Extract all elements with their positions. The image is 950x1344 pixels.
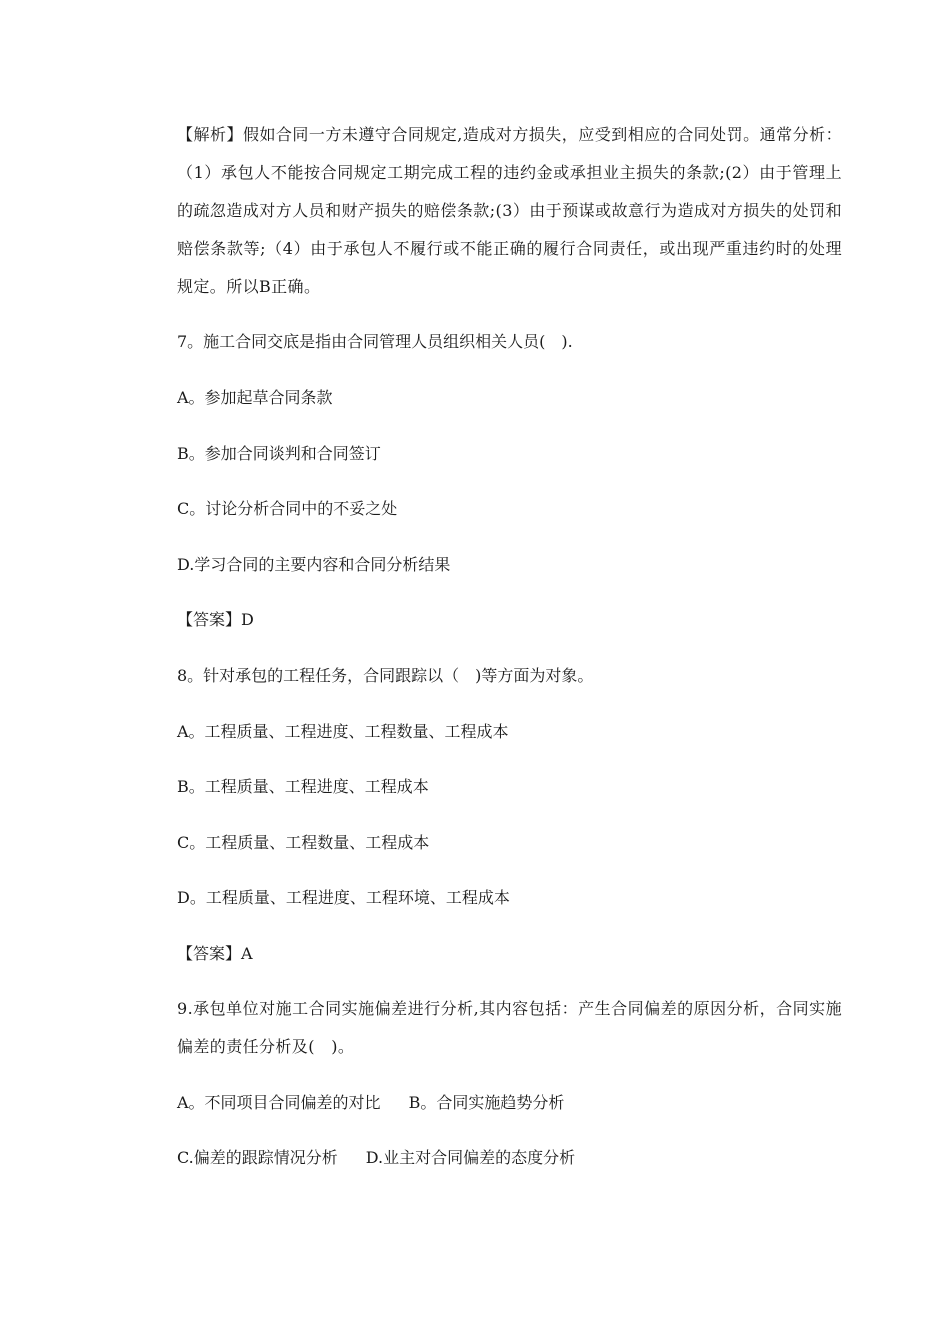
q9-options-row-2 <box>177 1148 575 1168</box>
q8-answer: 【答案】A <box>177 944 253 963</box>
q8-option-a: A。工程质量、工程进度、工程数量、工程成本 <box>177 722 509 741</box>
q9-option-c: C.偏差的跟踪情况分析 <box>177 1148 338 1167</box>
analysis-paragraph: 【解析】假如合同一方未遵守合同规定,造成对方损失，应受到相应的合同处罚。通常分析：（1）承包人不能按合同规定工期完成工程的违约金或承担业主损失的条款;(2）由于管理上的疏忽造成对方人员和财产损失的赔偿条款;(3）由于预谋或故意行为造成对方损失的处罚和赔偿条款等;（4）由于承包人不履行或不能正确的履行合同责任，或出现严重违约时的处理规定。所以B正确。 <box>177 125 842 296</box>
q7-option-b: B。参加合同谈判和合同签订 <box>177 444 381 463</box>
q8-option-d: D。工程质量、工程进度、工程环境、工程成本 <box>177 888 510 907</box>
q7-option-c: C。讨论分析合同中的不妥之处 <box>177 499 398 518</box>
q8-option-c: C。工程质量、工程数量、工程成本 <box>177 833 430 852</box>
q9-option-d: D.业主对合同偏差的态度分析 <box>365 1148 576 1167</box>
q8-option-b: B。工程质量、工程进度、工程成本 <box>177 777 429 796</box>
q7-answer: 【答案】D <box>177 610 254 629</box>
q7-option-a: A。参加起草合同条款 <box>177 388 333 407</box>
q7-question: 7。施工合同交底是指由合同管理人员组织相关人员( ). <box>177 332 573 351</box>
q8-question: 8。针对承包的工程任务，合同跟踪以（ )等方面为对象。 <box>177 666 594 685</box>
q9-option-b: B。合同实施趋势分析 <box>408 1093 565 1112</box>
q9-option-a: A。不同项目合同偏差的对比 <box>177 1093 381 1112</box>
q7-option-d: D.学习合同的主要内容和合同分析结果 <box>177 555 451 574</box>
q9-question: 9.承包单位对施工合同实施偏差进行分析,其内容包括：产生合同偏差的原因分析，合同实施偏差的责任分析及( )。 <box>177 999 842 1056</box>
q9-options-row-1 <box>177 1093 564 1113</box>
